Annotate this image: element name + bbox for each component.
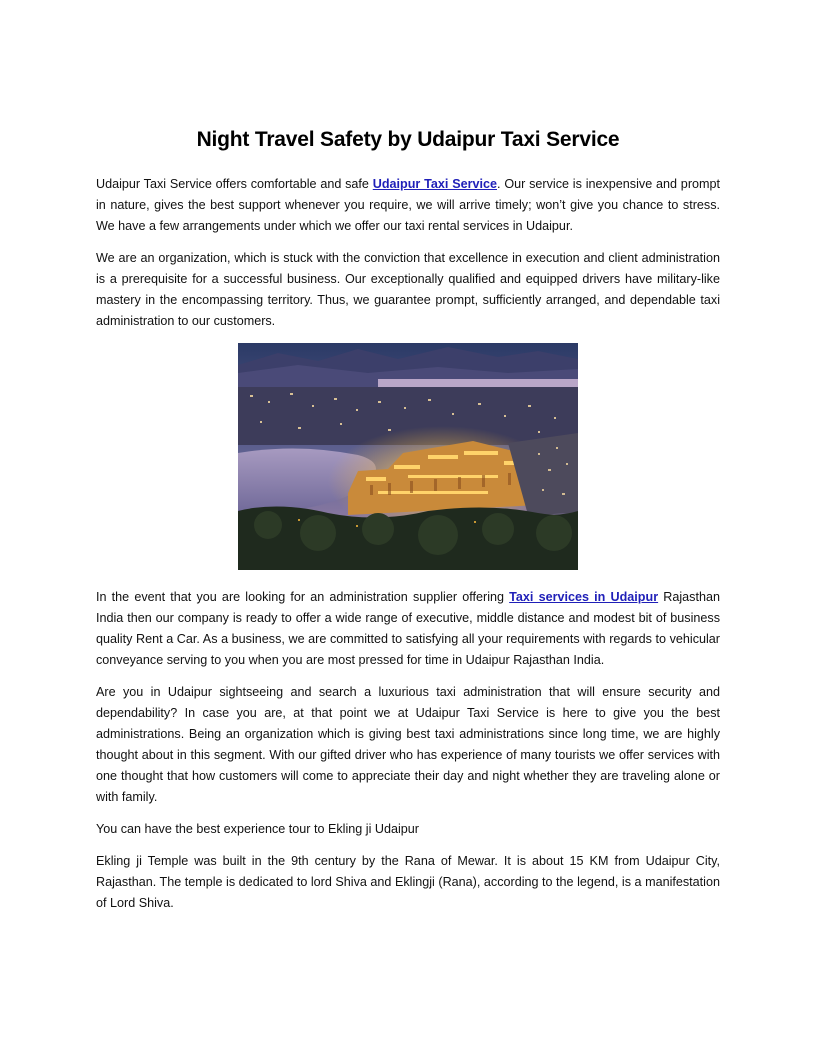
udaipur-taxi-service-link[interactable]: Udaipur Taxi Service	[372, 177, 498, 191]
document-page	[96, 128, 720, 925]
paragraph-intro	[96, 174, 720, 237]
paragraph-sightseeing: Are you in Udaipur sightseeing and search a luxurious taxi administration that will ensure security and dependability? In case you are, at that point we at Udaipur Taxi Service is here to give you the best administrations. Being an organization which is giving best taxi administrations since long time, we are highly thought about in this segment. With our gifted driver who has experience of many tourists we offer services with one thought that how customers will come to appreciate their day and night whether they are traveling alone or with family.	[96, 685, 720, 804]
taxi-services-in-udaipur-link[interactable]: Taxi services in Udaipur	[509, 590, 659, 604]
paragraph-ekling-temple: Ekling ji Temple was built in the 9th century by the Rana of Mewar. It is about 15 KM from Udaipur City, Rajasthan. The temple is dedicated to lord Shiva and Eklingji (Rana), according to the legend, is a manifestation of Lord Shiva.	[96, 854, 720, 910]
paragraph-intro-text-after: . Our service is inexpensive and prompt in nature, gives the best support whenever you require, we will arrive timely; won’t give you chance to stress. We have a few arrangements under which we offer our taxi rental services in Udaipur.	[96, 177, 721, 233]
paragraph-intro-text-before: Udaipur Taxi Service offers comfortable and safe	[96, 177, 373, 191]
paragraph-ekling-tour: You can have the best experience tour to Ekling ji Udaipur	[96, 822, 419, 836]
page-title: Night Travel Safety by Udaipur Taxi Service	[196, 128, 620, 151]
paragraph-organization: We are an organization, which is stuck with the conviction that excellence in execution and client administration is a prerequisite for a successful business. Our exceptionally qualified and equipped drivers have military-like mastery in the encompassing territory. Thus, we guarantee prompt, sufficiently arranged, and dependable taxi administration to our customers.	[96, 251, 720, 328]
paragraph-services	[96, 587, 720, 671]
udaipur-night-photo	[238, 343, 578, 570]
paragraph-services-text-after: Rajasthan India then our company is ready to offer a wide range of executive, middle distance and modest bit of business quality Rent a Car. As a business, we are committed to satisfying all your requirements with regards to vehicular conveyance serving to you when you are most pressed for time in Udaipur Rajasthan India.	[96, 590, 720, 667]
paragraph-services-text-before: In the event that you are looking for an administration supplier offering	[96, 590, 510, 604]
